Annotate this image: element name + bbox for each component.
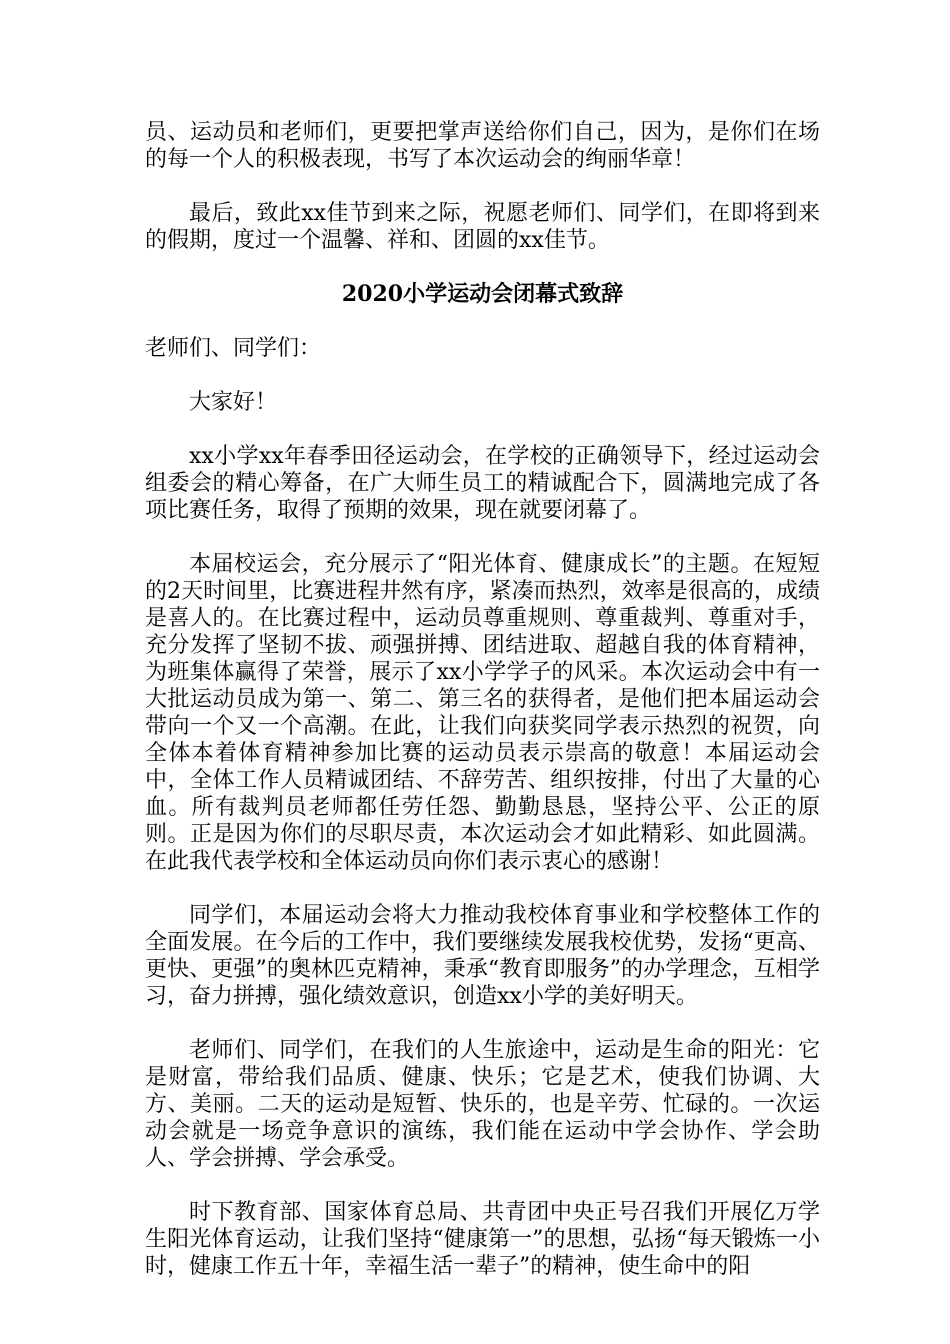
speech-title: 2020小学运动会闭幕式致辞 xyxy=(341,281,624,307)
body-paragraph: xx小学xx年春季田径运动会，在学校的正确领导下，经过运动会组委会的精心筹备，在广大师生员工的精诚配合下，圆满地完成了各项比赛任务，取得了预期的效果，现在就要闭幕了。 xyxy=(145,444,820,523)
closing-wish-paragraph: 最后，致此xx佳节到来之际，祝愿老师们、同学们，在即将到来的假期，度过一个温馨、祥和、团圆的xx佳节。 xyxy=(145,201,820,253)
body-paragraph: 老师们、同学们，在我们的人生旅途中，运动是生命的阳光：它是财富，带给我们品质、健康、快乐；它是艺术，使我们协调、大方、美丽。二天的运动是短暂、快乐的，也是辛劳、忙碌的。一次运动会就是一场竞争意识的演练，我们能在运动中学会协作、学会助人、学会拼搏、学会承受。 xyxy=(145,1038,820,1171)
salutation: 老师们、同学们： xyxy=(145,336,322,361)
greeting: 大家好！ xyxy=(189,390,278,415)
body-paragraph: 同学们，本届运动会将大力推动我校体育事业和学校整体工作的全面发展。在今后的工作中，我们要继续发展我校优势，发扬“更高、更快、更强”的奥林匹克精神，秉承“教育即服务”的办学理念，互相学习，奋力拼搏，强化绩效意识，创造xx小学的美好明天。 xyxy=(145,903,820,1009)
document-body xyxy=(145,119,820,1307)
body-paragraph: 时下教育部、国家体育总局、共青团中央正号召我们开展亿万学生阳光体育运动，让我们坚持“健康第一”的思想，弘扬“每天锻炼一小时，健康工作五十年，幸福生活一辈子”的精神，使生命中的阳 xyxy=(145,1200,820,1279)
body-paragraph: 本届校运会，充分展示了“阳光体育、健康成长”的主题。在短短的2天时间里，比赛进程井然有序，紧凑而热烈，效率是很高的，成绩是喜人的。在比赛过程中，运动员尊重规则、尊重裁判、尊重对手，充分发挥了坚韧不拔、顽强拼搏、团结进取、超越自我的体育精神，为班集体赢得了荣誉，展示了xx小学学子的风采。本次运动会中有一大批运动员成为第一、第二、第三名的获得者，是他们把本届运动会带向一个又一个高潮。在此，让我们向获奖同学表示热烈的祝贺，向全体本着体育精神参加比赛的运动员表示崇高的敬意！本届运动会中，全体工作人员精诚团结、不辞劳苦、组织按排，付出了大量的心血。所有裁判员老师都任劳任怨、勤勤恳恳，坚持公平、公正的原则。正是因为你们的尽职尽责，本次运动会才如此精彩、如此圆满。在此我代表学校和全体运动员向你们表示衷心的感谢！ xyxy=(145,552,820,874)
continued-paragraph: 员、运动员和老师们，更要把掌声送给你们自己，因为，是你们在场的每一个人的积极表现，书写了本次运动会的绚丽华章！ xyxy=(145,120,820,172)
